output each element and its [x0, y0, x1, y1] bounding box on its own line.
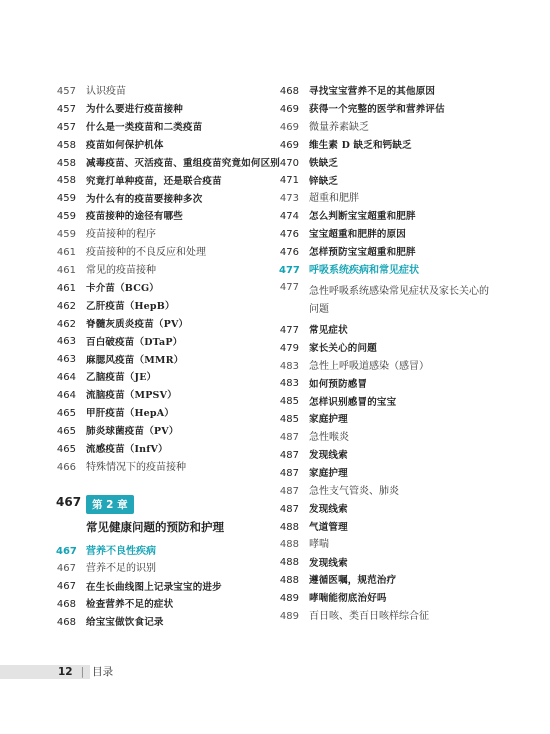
- toc-entry[interactable]: [279, 358, 501, 376]
- toc-entry[interactable]: [56, 172, 270, 190]
- toc-entry-title: 急性支气管炎、肺炎: [309, 485, 399, 497]
- footer-page-number: 12: [58, 665, 73, 678]
- toc-page-number: 488: [279, 539, 299, 551]
- toc-entry-title: 疫苗接种的不良反应和处理: [86, 246, 206, 258]
- toc-entry[interactable]: [279, 411, 501, 429]
- toc-entry-title: 微量养素缺乏: [309, 121, 369, 133]
- toc-page-number: 458: [56, 139, 76, 151]
- toc-entry-title: 铁缺乏: [309, 157, 339, 169]
- toc-page-number: 485: [279, 396, 299, 408]
- toc-page-number: 477: [279, 281, 299, 293]
- toc-list-left-after: [56, 543, 270, 632]
- toc-page-number: 459: [56, 229, 76, 241]
- toc-entry[interactable]: [56, 208, 270, 226]
- toc-page-number: 487: [279, 449, 299, 461]
- toc-page-number: 487: [279, 503, 299, 515]
- toc-entry[interactable]: [279, 375, 501, 393]
- toc-page-number: 487: [279, 432, 299, 444]
- toc-entry-title: 疫苗如何保护机体: [86, 139, 164, 151]
- toc-entry[interactable]: [56, 614, 270, 632]
- toc-entry-title: 气道管理: [309, 521, 348, 533]
- toc-entry-title: 为什么有的疫苗要接种多次: [86, 193, 203, 205]
- toc-page-number: 462: [56, 300, 76, 312]
- toc-page-number: 457: [56, 85, 76, 97]
- toc-page-number: 488: [279, 557, 299, 569]
- toc-entry[interactable]: [279, 226, 501, 244]
- toc-page-number: 464: [56, 372, 76, 384]
- toc-entry[interactable]: [56, 155, 281, 173]
- toc-page-number: 477: [279, 264, 300, 276]
- toc-entry-title: 百白破疫苗（DTaP）: [86, 336, 183, 348]
- toc-entry[interactable]: [56, 387, 270, 405]
- toc-entry-title: 为什么要进行疫苗接种: [86, 104, 184, 116]
- toc-entry-title: 什么是一类疫苗和二类疫苗: [86, 121, 203, 133]
- toc-entry-title: 甲肝疫苗（HepA）: [86, 408, 175, 420]
- chapter-page-number: 467: [56, 494, 82, 509]
- toc-entry[interactable]: [56, 298, 270, 316]
- toc-page-number: 471: [279, 175, 299, 187]
- toc-entry[interactable]: [56, 83, 270, 101]
- toc-entry-title: 哮喘: [309, 539, 329, 551]
- toc-entry-title: 百日咳、类百日咳样综合征: [309, 610, 429, 622]
- toc-entry[interactable]: [279, 208, 501, 226]
- toc-entry[interactable]: [279, 501, 501, 519]
- toc-entry-title: 流感疫苗（InfV）: [86, 444, 168, 455]
- toc-page-number: 489: [279, 593, 299, 605]
- toc-entry[interactable]: [279, 322, 501, 340]
- toc-page-number: 458: [56, 175, 76, 187]
- toc-entry[interactable]: [279, 608, 501, 626]
- toc-page-number: 470: [279, 157, 299, 169]
- toc-page-number: 483: [279, 378, 299, 390]
- toc-entry-title: 特殊情况下的疫苗接种: [86, 461, 186, 473]
- toc-entry-title: 卡介苗（BCG）: [86, 282, 159, 294]
- toc-entry-title: 麻腮风疫苗（MMR）: [86, 354, 184, 366]
- toc-page-number: 477: [279, 324, 299, 336]
- toc-page-number: 489: [279, 610, 299, 622]
- toc-entry[interactable]: [279, 519, 501, 537]
- toc-entry-title: 乙肝疫苗（HepB）: [86, 300, 175, 312]
- toc-list-left: [56, 83, 281, 477]
- chapter-badge: 第 2 章: [86, 495, 134, 514]
- toc-entry[interactable]: [279, 429, 501, 447]
- toc-list-right: [279, 83, 501, 626]
- toc-entry[interactable]: [56, 560, 270, 578]
- toc-page-number: 461: [56, 282, 76, 294]
- toc-page-number: 465: [56, 443, 76, 455]
- toc-entry[interactable]: [279, 572, 501, 590]
- toc-entry-title: 究竟打单种疫苗，还是联合疫苗: [86, 175, 222, 187]
- toc-page-number: 459: [56, 211, 76, 223]
- toc-entry-title: 检查营养不足的症状: [86, 599, 174, 611]
- toc-entry-title: 乙脑疫苗（JE）: [86, 372, 157, 384]
- toc-entry-title: 发现线索: [309, 450, 348, 462]
- toc-entry[interactable]: [56, 262, 270, 280]
- toc-entry[interactable]: [56, 351, 270, 369]
- toc-entry[interactable]: [279, 590, 501, 608]
- toc-entry[interactable]: [279, 483, 501, 501]
- toc-entry-title: 呼吸系统疾病和常见症状: [309, 264, 419, 276]
- toc-entry-title: 家庭护理: [309, 468, 348, 480]
- toc-page-number: 463: [56, 354, 76, 366]
- toc-entry-title: 急性喉炎: [309, 432, 349, 444]
- toc-entry[interactable]: [279, 536, 501, 554]
- toc-page-number: 463: [56, 336, 76, 348]
- toc-page-number: 464: [56, 390, 76, 402]
- toc-entry[interactable]: [56, 405, 270, 423]
- toc-page-number: 461: [56, 246, 76, 258]
- toc-entry[interactable]: [56, 190, 270, 208]
- toc-entry[interactable]: [56, 333, 270, 351]
- toc-entry[interactable]: [56, 369, 270, 387]
- toc-entry[interactable]: [279, 340, 501, 358]
- toc-page-number: 485: [279, 414, 299, 426]
- toc-entry[interactable]: [56, 578, 270, 596]
- toc-entry-title: 发现线索: [309, 503, 348, 515]
- toc-entry-title: 哮喘能彻底治好吗: [309, 593, 387, 605]
- page-footer: [58, 664, 113, 679]
- toc-entry-title: 遵循医嘱，规范治疗: [309, 575, 397, 587]
- toc-right-column: [279, 83, 501, 626]
- toc-entry[interactable]: [279, 280, 501, 322]
- footer-separator: |: [80, 665, 85, 678]
- footer-label: 目录: [92, 666, 114, 678]
- toc-entry[interactable]: [279, 137, 501, 155]
- toc-entry[interactable]: [279, 554, 501, 572]
- toc-entry[interactable]: [56, 280, 270, 298]
- toc-entry-title: 常见症状: [309, 324, 348, 336]
- toc-entry-title: 在生长曲线图上记录宝宝的进步: [86, 581, 222, 593]
- toc-entry-title: 减毒疫苗、灭活疫苗、重组疫苗究竟如何区别: [86, 157, 281, 169]
- toc-page-number: 469: [279, 121, 299, 133]
- toc-page-number: 458: [56, 157, 76, 169]
- toc-page-number: 459: [56, 193, 76, 205]
- toc-entry[interactable]: [56, 423, 270, 441]
- toc-page-number: 469: [279, 103, 299, 115]
- toc-entry[interactable]: [279, 465, 501, 483]
- toc-page-number: 465: [56, 425, 76, 437]
- chapter-title[interactable]: 常见健康问题的预防和护理: [86, 519, 224, 534]
- toc-left-column: [56, 83, 281, 632]
- toc-entry-title: 锌缺乏: [309, 175, 339, 187]
- toc-page-number: 476: [279, 246, 299, 258]
- toc-entry[interactable]: [56, 119, 270, 137]
- toc-entry-title: 急性呼吸系统感染常见症状及家长关心的问题: [309, 285, 489, 315]
- toc-page-number: 467: [56, 581, 76, 593]
- toc-page-number: 476: [279, 229, 299, 241]
- toc-entry-title: 脊髓灰质炎疫苗（PV）: [86, 318, 189, 330]
- toc-page-number: 467: [56, 563, 76, 575]
- toc-entry-title: 疫苗接种的程序: [86, 229, 156, 241]
- toc-entry[interactable]: [279, 172, 501, 190]
- toc-entry[interactable]: [279, 244, 501, 262]
- toc-entry[interactable]: [279, 155, 501, 173]
- toc-entry-title: 超重和肥胖: [309, 193, 359, 205]
- toc-entry[interactable]: [56, 441, 270, 459]
- toc-page-number: 467: [56, 545, 77, 557]
- toc-entry-title: 给宝宝做饮食记录: [86, 617, 164, 629]
- toc-entry-title: 急性上呼吸道感染（感冒）: [309, 360, 429, 372]
- toc-entry[interactable]: [279, 393, 501, 411]
- toc-page-number: 488: [279, 575, 299, 587]
- toc-page-number: 474: [279, 211, 299, 223]
- toc-entry-title: 发现线索: [309, 557, 348, 569]
- toc-entry-title: 宝宝超重和肥胖的原因: [309, 229, 407, 241]
- toc-page-number: 462: [56, 318, 76, 330]
- toc-page-number: 473: [279, 193, 299, 205]
- toc-entry[interactable]: [56, 244, 270, 262]
- toc-entry[interactable]: [56, 226, 270, 244]
- toc-entry[interactable]: [56, 316, 270, 334]
- toc-entry[interactable]: [279, 190, 501, 208]
- toc-page-number: 465: [56, 407, 76, 419]
- toc-entry[interactable]: [56, 101, 270, 119]
- toc-entry-title: 疫苗接种的途径有哪些: [86, 211, 184, 223]
- toc-page-number: 466: [56, 461, 76, 473]
- toc-entry-title: 家庭护理: [309, 414, 348, 426]
- toc-entry-title: 怎么判断宝宝超重和肥胖: [309, 211, 416, 223]
- chapter-heading: [56, 493, 270, 535]
- toc-page-number: 468: [56, 599, 76, 611]
- toc-entry-title: 如何预防感冒: [309, 378, 368, 390]
- toc-page-number: 461: [56, 264, 76, 276]
- toc-page-number: 457: [56, 121, 76, 133]
- toc-entry[interactable]: [279, 101, 501, 119]
- toc-page-number: 483: [279, 360, 299, 372]
- toc-entry[interactable]: [279, 262, 501, 280]
- toc-page-number: 468: [56, 617, 76, 629]
- toc-page-number: 469: [279, 139, 299, 151]
- toc-page-number: 487: [279, 467, 299, 479]
- toc-entry[interactable]: [279, 447, 501, 465]
- toc-page-number: 468: [279, 85, 299, 97]
- toc-entry-title: 怎样预防宝宝超重和肥胖: [309, 247, 416, 259]
- toc-entry-title: 营养不足的识别: [86, 563, 156, 575]
- chapter-box: [86, 493, 224, 535]
- toc-entry-title: 维生素 D 缺乏和钙缺乏: [309, 139, 412, 151]
- toc-entry[interactable]: [279, 119, 501, 137]
- toc-entry-title: 怎样识别感冒的宝宝: [309, 396, 397, 408]
- toc-entry[interactable]: [56, 543, 270, 561]
- toc-entry-title: 认识疫苗: [86, 85, 126, 97]
- toc-entry[interactable]: [56, 596, 270, 614]
- toc-entry[interactable]: [279, 83, 501, 101]
- toc-entry-title: 营养不良性疾病: [86, 545, 156, 557]
- toc-page-number: 457: [56, 103, 76, 115]
- toc-entry[interactable]: [56, 459, 270, 477]
- toc-entry-title: 肺炎球菌疫苗（PV）: [86, 426, 179, 438]
- toc-entry-title: 家长关心的问题: [309, 342, 377, 354]
- toc-entry-title: 获得一个完整的医学和营养评估: [309, 104, 445, 116]
- toc-entry-title: 寻找宝宝营养不足的其他原因: [309, 86, 436, 98]
- toc-page-number: 479: [279, 342, 299, 354]
- toc-page-number: 487: [279, 485, 299, 497]
- toc-entry-title: 常见的疫苗接种: [86, 264, 156, 276]
- toc-entry-title: 流脑疫苗（MPSV）: [86, 390, 177, 402]
- toc-page-number: 488: [279, 521, 299, 533]
- toc-entry[interactable]: [56, 137, 270, 155]
